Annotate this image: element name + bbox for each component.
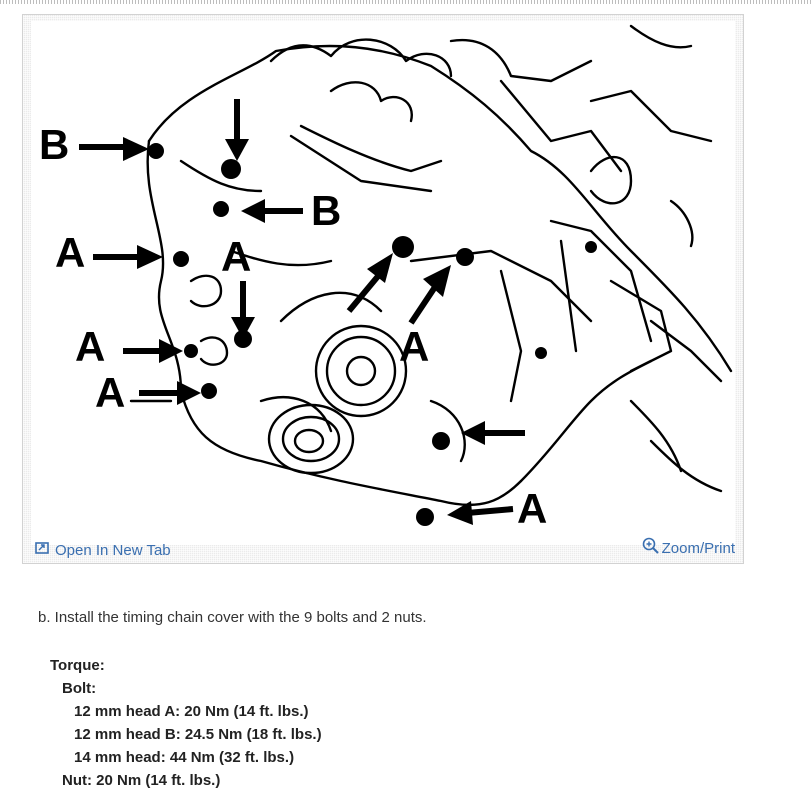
- instruction-text: b. Install the timing chain cover with the 9 bolts and 2 nuts.: [38, 609, 427, 626]
- open-new-tab-icon: [35, 541, 49, 561]
- zoom-print-link[interactable]: [642, 539, 735, 559]
- bolt-heading: Bolt:: [62, 680, 97, 697]
- open-in-new-tab-label: Open In New Tab: [55, 542, 171, 559]
- label-a-left-3: A: [95, 369, 126, 416]
- torque-heading: Torque:: [50, 657, 105, 674]
- bolt-spec-item: 12 mm head A: 20 Nm (14 ft. lbs.): [74, 703, 309, 720]
- label-a-left-2: A: [75, 323, 106, 370]
- diagram-svg: [31, 21, 735, 545]
- torque-specs: [50, 654, 322, 792]
- label-b-top-left: B: [39, 121, 70, 168]
- timing-chain-cover-diagram: [31, 21, 735, 545]
- label-a-center: A: [221, 233, 252, 280]
- figure-container: [22, 14, 744, 564]
- zoom-print-label: Zoom/Print: [661, 540, 735, 557]
- label-a-right: A: [399, 323, 430, 370]
- label-a-left-1: A: [55, 229, 86, 276]
- open-in-new-tab-link[interactable]: [35, 541, 171, 561]
- label-b-center: B: [311, 187, 342, 234]
- bolt-spec-item: 12 mm head B: 24.5 Nm (18 ft. lbs.): [74, 726, 322, 743]
- top-divider: [0, 0, 811, 4]
- zoom-in-icon: [642, 537, 660, 561]
- label-a-bottom: A: [517, 485, 548, 532]
- bolt-spec-item: 14 mm head: 44 Nm (32 ft. lbs.): [74, 749, 295, 766]
- nut-spec: Nut: 20 Nm (14 ft. lbs.): [62, 772, 221, 789]
